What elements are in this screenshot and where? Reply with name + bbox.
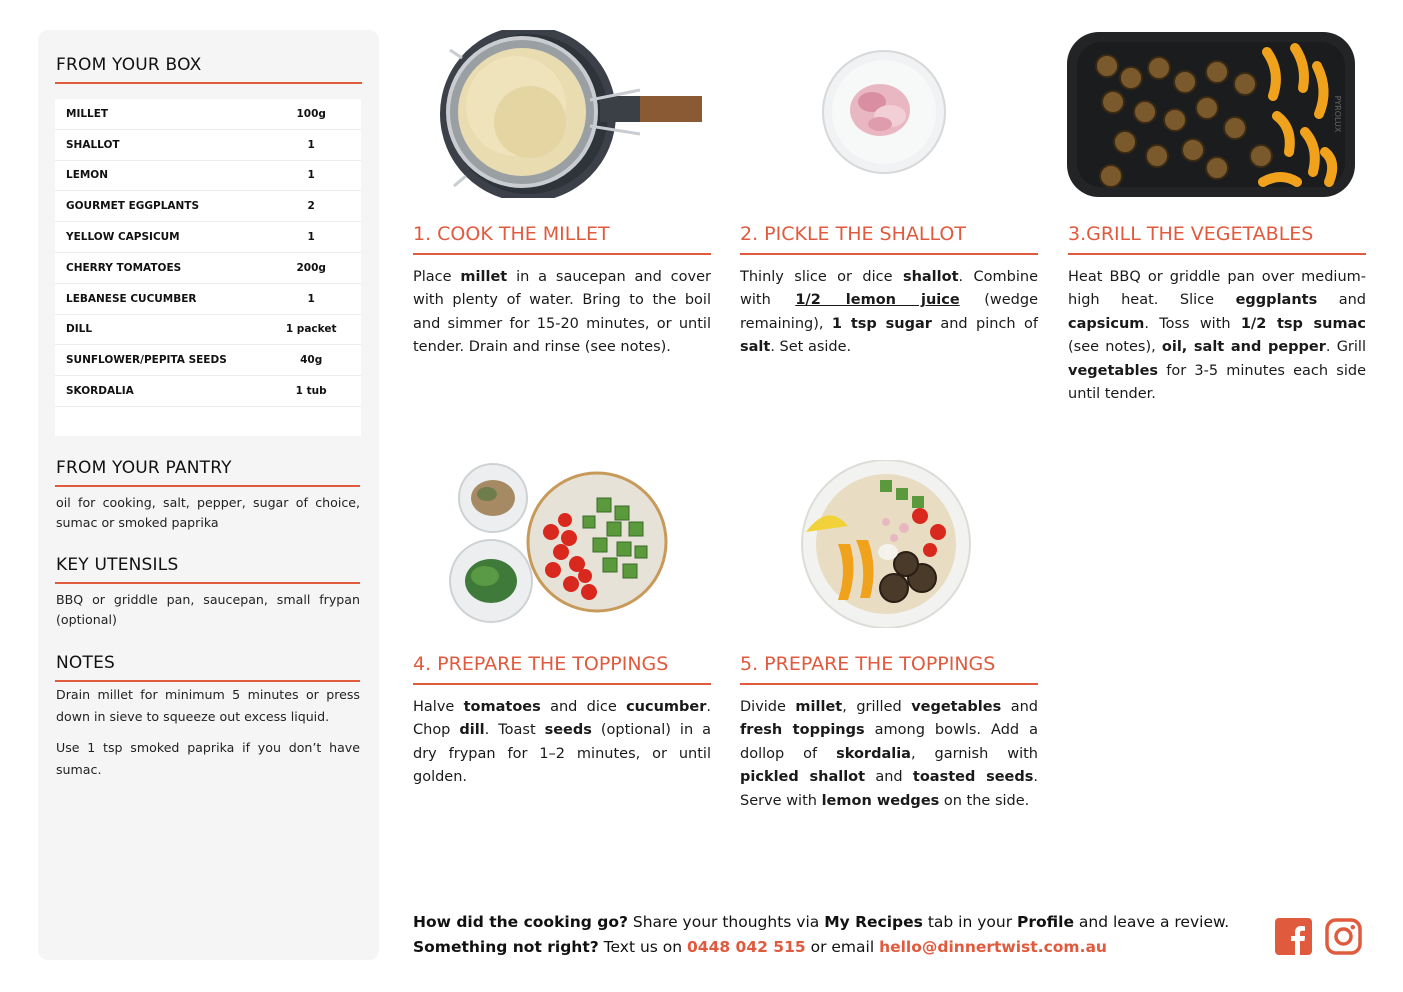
box-ingredient-row: [55, 284, 361, 315]
ingredient-name: LEMON: [66, 169, 109, 182]
instruction-text: (wedge remaining),: [740, 292, 1038, 332]
note-paragraph: Drain millet for minimum 5 minutes or press down in sieve to squeeze out excess liquid.: [56, 687, 360, 724]
step-2-rule: [740, 253, 1038, 255]
ingredient-qty: 200g: [296, 261, 326, 274]
profile-label: Profile: [1017, 913, 1074, 931]
utensils-title: KEY UTENSILS: [56, 555, 179, 575]
toppings-image: [447, 460, 669, 625]
instruction-text: . Grill: [1325, 339, 1366, 356]
notes-title-rule: [55, 680, 360, 682]
instruction-text: and: [865, 769, 913, 786]
email-link[interactable]: hello@dinnertwist.com.au: [879, 938, 1107, 956]
instruction-text: , garnish with: [910, 745, 1038, 762]
step-1-rule: [413, 253, 711, 255]
pantry-text: oil for cooking, salt, pepper, sugar of choice, sumac or smoked paprika: [56, 495, 360, 530]
instruction-text: . Set aside.: [770, 339, 852, 356]
instruction-text: for 3-5 minutes each side until tender.: [1068, 362, 1366, 403]
pantry-title: FROM YOUR PANTRY: [56, 458, 232, 478]
highlighted-ingredient: eggplants: [1235, 292, 1318, 309]
box-ingredient-row: [55, 191, 361, 222]
instruction-text: in a saucepan and cover with plenty of water. Bring to the boil and simmer for 15-20 minutes, or until tender. Drain and rinse (see notes).: [413, 269, 711, 356]
highlighted-ingredient: 1/2 lemon juice: [795, 292, 960, 309]
instagram-icon[interactable]: [1325, 918, 1362, 955]
millet-sieve-image: [440, 30, 702, 198]
ingredient-qty: 2: [307, 200, 315, 213]
highlighted-ingredient: lemon wedges: [821, 792, 940, 809]
instruction-text: . Toss with: [1144, 315, 1241, 332]
facebook-icon[interactable]: [1275, 918, 1312, 955]
instruction-text: , grilled: [842, 699, 912, 715]
instruction-text: and: [1001, 699, 1038, 715]
step-1-body: [413, 266, 711, 360]
highlighted-ingredient: vegetables: [911, 699, 1002, 715]
instruction-text: Place: [413, 269, 461, 285]
instruction-text: (optional) in a dry frypan for 1–2 minutes, or until golden.: [413, 722, 711, 786]
highlighted-ingredient: tomatoes: [463, 699, 541, 715]
ingredient-qty: 100g: [296, 107, 326, 120]
footer-text: or email: [805, 938, 880, 956]
grill-pan-image: [1067, 32, 1355, 197]
step-4-rule: [413, 683, 711, 685]
utensils-text: BBQ or griddle pan, saucepan, small frypan (optional): [56, 592, 360, 627]
highlighted-ingredient: fresh toppings: [740, 722, 865, 739]
ingredient-name: CHERRY TOMATOES: [66, 261, 182, 274]
highlighted-ingredient: dill: [459, 722, 485, 739]
griddle-brand-label: PYROLUX: [1333, 95, 1342, 133]
footer-text: Text us on: [598, 938, 688, 956]
footer-text: and leave a review.: [1073, 913, 1230, 931]
ingredient-name: GOURMET EGGPLANTS: [66, 200, 200, 213]
ingredient-qty: 1: [307, 292, 315, 305]
step-3-body: [1068, 266, 1366, 406]
box-ingredient-row: [55, 253, 361, 284]
notes-title: NOTES: [56, 653, 116, 673]
ingredients-sidebar: [38, 30, 379, 960]
pantry-title-rule: [55, 485, 360, 487]
highlighted-ingredient: shallot: [902, 269, 959, 285]
highlighted-ingredient: 1 tsp sugar: [831, 315, 932, 332]
instruction-text: Thinly slice or dice: [740, 269, 903, 285]
contact-line: [413, 935, 1229, 960]
instruction-text: . Serve with: [740, 769, 1038, 809]
instruction-text: Heat BBQ or griddle pan over medium-high heat. Slice: [1068, 269, 1366, 309]
instruction-text: . Combine with: [740, 269, 1038, 309]
finished-bowl-image: [798, 460, 974, 628]
feedback-line: [413, 910, 1229, 935]
instruction-text: Divide: [740, 699, 796, 715]
box-ingredient-row: [55, 99, 361, 130]
ingredient-name: MILLET: [66, 107, 109, 120]
instruction-text: on the side.: [939, 792, 1030, 809]
ingredient-qty: 1: [307, 231, 315, 244]
ingredient-name: SHALLOT: [66, 138, 120, 151]
note-paragraph: Use 1 tsp smoked paprika if you don’t have sumac.: [56, 740, 360, 777]
highlighted-ingredient: millet: [460, 269, 508, 285]
ingredient-name: DILL: [66, 323, 93, 336]
my-recipes-label: My Recipes: [824, 913, 923, 931]
instruction-text: and pinch of: [931, 315, 1039, 332]
instruction-text: (see notes),: [1068, 339, 1162, 356]
highlighted-ingredient: 1/2 tsp sumac: [1240, 315, 1366, 332]
step-2-body: [740, 266, 1038, 360]
step-5-body: [740, 696, 1038, 813]
step-3-rule: [1068, 253, 1366, 255]
instruction-text: . Toast: [484, 722, 545, 739]
ingredient-name: LEBANESE CUCUMBER: [66, 292, 197, 305]
instruction-text: among bowls. Add a dollop of: [740, 722, 1038, 762]
footer-text: tab in your: [922, 913, 1018, 931]
utensils-title-rule: [55, 582, 360, 584]
highlighted-ingredient: skordalia: [836, 745, 911, 762]
ingredient-qty: 1: [307, 138, 315, 151]
box-ingredient-row: [55, 376, 361, 407]
step-4-body: [413, 696, 711, 790]
ingredient-qty: 1: [307, 169, 315, 182]
ingredient-name: SKORDALIA: [66, 385, 134, 398]
ingredient-qty: 40g: [300, 354, 323, 367]
step-1-title: 1. COOK THE MILLET: [413, 223, 610, 245]
feedback-question: How did the cooking go?: [413, 913, 628, 931]
box-ingredient-row: [55, 161, 361, 192]
phone-link[interactable]: 0448 042 515: [687, 938, 806, 956]
shallot-bowl-image: [822, 50, 947, 175]
footer-text: Share your thoughts via: [627, 913, 825, 931]
box-ingredient-row: [55, 130, 361, 161]
ingredient-qty: 1 tub: [295, 385, 327, 398]
highlighted-ingredient: cucumber: [626, 699, 707, 715]
instruction-text: Halve: [413, 699, 464, 715]
box-ingredients-table: [55, 99, 361, 436]
step-3-title: 3.GRILL THE VEGETABLES: [1068, 223, 1314, 245]
box-title-rule: [55, 82, 362, 84]
highlighted-ingredient: toasted seeds: [912, 769, 1034, 786]
box-ingredient-row: [55, 315, 361, 346]
box-ingredient-row: [55, 222, 361, 253]
highlighted-ingredient: vegetables: [1068, 362, 1159, 379]
step-4-title: 4. PREPARE THE TOPPINGS: [413, 653, 669, 675]
step-5-rule: [740, 683, 1038, 685]
step-5-title: 5. PREPARE THE TOPPINGS: [740, 653, 996, 675]
highlighted-ingredient: capsicum: [1068, 315, 1145, 332]
highlighted-ingredient: seeds: [544, 722, 592, 739]
contact-question: Something not right?: [413, 938, 599, 956]
highlighted-ingredient: pickled shallot: [740, 769, 866, 786]
box-title: FROM YOUR BOX: [56, 55, 202, 75]
instruction-text: . Chop: [413, 699, 711, 739]
instruction-text: and: [1317, 292, 1367, 309]
step-2-title: 2. PICKLE THE SHALLOT: [740, 223, 966, 245]
instruction-text: and dice: [540, 699, 627, 715]
ingredient-name: SUNFLOWER/PEPITA SEEDS: [66, 354, 227, 367]
feedback-footer: [413, 910, 1229, 960]
ingredient-name: YELLOW CAPSICUM: [66, 231, 180, 244]
notes-text: [56, 684, 360, 781]
highlighted-ingredient: oil, salt and pepper: [1161, 339, 1326, 356]
highlighted-ingredient: salt: [740, 339, 771, 356]
highlighted-ingredient: millet: [795, 699, 843, 715]
ingredient-qty: 1 packet: [285, 323, 337, 336]
box-ingredient-row: [55, 345, 361, 376]
